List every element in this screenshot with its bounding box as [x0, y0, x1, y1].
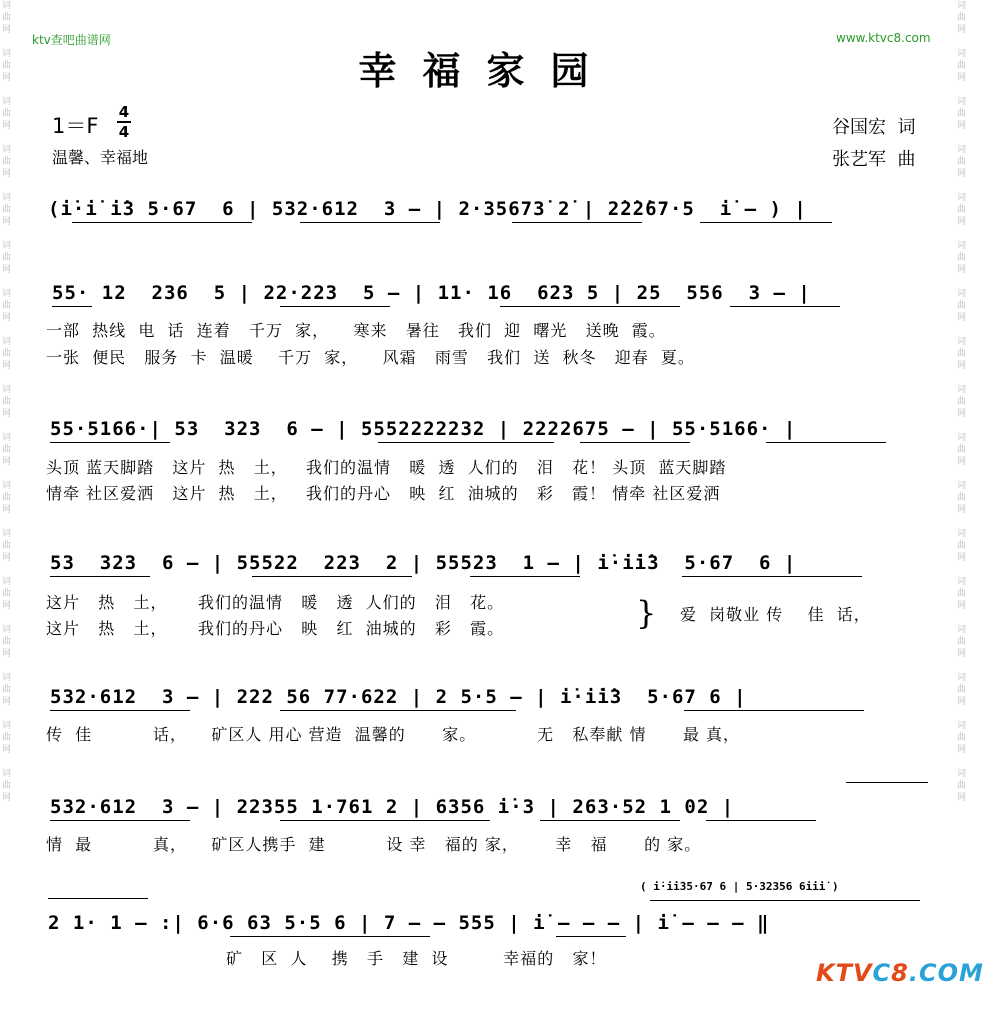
- meter-bottom: 4: [118, 123, 130, 141]
- site-watermark-right: www.ktvc8.com: [836, 31, 931, 45]
- side-watermark-right: 词 曲 网 词 曲 网 词 曲 网 词 曲 网 词 曲 网 词 曲 网 词 曲 网 词 曲 网 词 曲 网 词 曲 网 词 曲 网 词 曲 网 词 曲 网 词 曲 网 词 曲 网 词 曲 网 词 曲 网: [957, 1, 967, 803]
- lyric-line-2b: 一张 便民 服务 卡 温暖 千万 家， 风霜 雨雪 我们 送 秋冬 迎春 夏。: [46, 348, 695, 367]
- lyric-line-3a: 头顶 蓝天脚踏 这片 热 土， 我们的温情 暖 透 人们的 泪 花！ 头顶 蓝天脚踏: [46, 458, 727, 477]
- tempo-mood: 温馨、幸福地: [52, 148, 149, 167]
- notation-line-7: 2 1· 1 – :| 6·6 63 5·5 6 | 7 – – 555 | i̇ – – – | i̇ – – – ‖: [48, 912, 770, 934]
- verse-brace: }: [636, 594, 657, 632]
- lyric-line-4b: 这片 热 土， 我们的丹心 映 红 油城的 彩 霞。: [46, 619, 505, 638]
- chorus-lyric-line-4: 爱 岗敬业 传 佳 话，: [680, 605, 871, 624]
- meter-top: 4: [118, 103, 130, 121]
- side-watermark-left: 词 曲 网 词 曲 网 词 曲 网 词 曲 网 词 曲 网 词 曲 网 词 曲 网 词 曲 网 词 曲 网 词 曲 网 词 曲 网 词 曲 网 词 曲 网 词 曲 网 词 曲 网 词 曲 网 词 曲 网: [2, 1, 12, 803]
- lyric-line-4a: 这片 热 土， 我们的温情 暖 透 人们的 泪 花。: [46, 593, 505, 612]
- notation-line-4: 53 323 6 – | 55522 223 2 | 55523 1 – | i̇·i̇i̇3 5·67 6 |: [50, 552, 797, 574]
- composer-credit: 张艺军 曲: [832, 149, 916, 170]
- notation-line-3: 55·5166·| 53 323 6 – | 5552222232 | 2222675 – | 55·5166· |: [50, 418, 797, 440]
- lyricist-credit: 谷国宏 词: [832, 117, 916, 138]
- lyric-line-3b: 情牵 社区爱洒 这片 热 土， 我们的丹心 映 红 油城的 彩 霞！ 情牵 社区爱洒: [46, 484, 721, 503]
- song-title: 幸福家园: [358, 48, 615, 93]
- ktvc8-logo: KTVC8.COM: [816, 959, 984, 987]
- notation-line-5: 532·612 3 – | 222 56 77·622 | 2 5·5 – | i̇·i̇i̇3 5·67 6 |: [50, 686, 747, 708]
- intro-reprise-small: ( i̇·i̇i̇35·67 6 | 5·32356 6i̇i̇i̇ ): [640, 880, 839, 893]
- site-watermark-left: ktv查吧曲谱网: [32, 33, 111, 47]
- key-signature: 1＝F: [52, 114, 99, 138]
- notation-line-6: 532·612 3 – | 22355 1·761 2 | 6356 i̇·3 | 263·52 1 02 |: [50, 796, 735, 818]
- notation-line-1: (i̇·i̇ i̇3 5·67 6 | 532·612 3 – | 2·35673̇ 2̇ | 2̇2̇2̇67·5 i̇ – ) |: [48, 198, 807, 220]
- notation-line-2: 55· 12 236 5 | 22·223 5 – | 11· 16 623 5 | 25 556 3 – |: [52, 282, 811, 304]
- lyric-line-2a: 一部 热线 电 话 连着 千万 家， 寒来 暑往 我们 迎 曙光 送晚 霞。: [46, 321, 666, 340]
- lyric-line-6: 情 最 真， 矿区人携手 建 设 幸 福的 家， 幸 福 的 家。: [46, 835, 702, 854]
- lyric-line-7: 矿 区 人 携 手 建 设 幸福的 家！: [226, 949, 607, 968]
- time-signature: [117, 104, 131, 140]
- lyric-line-5: 传 佳 话， 矿区人 用心 营造 温馨的 家。 无 私奉献 情 最 真，: [46, 725, 741, 744]
